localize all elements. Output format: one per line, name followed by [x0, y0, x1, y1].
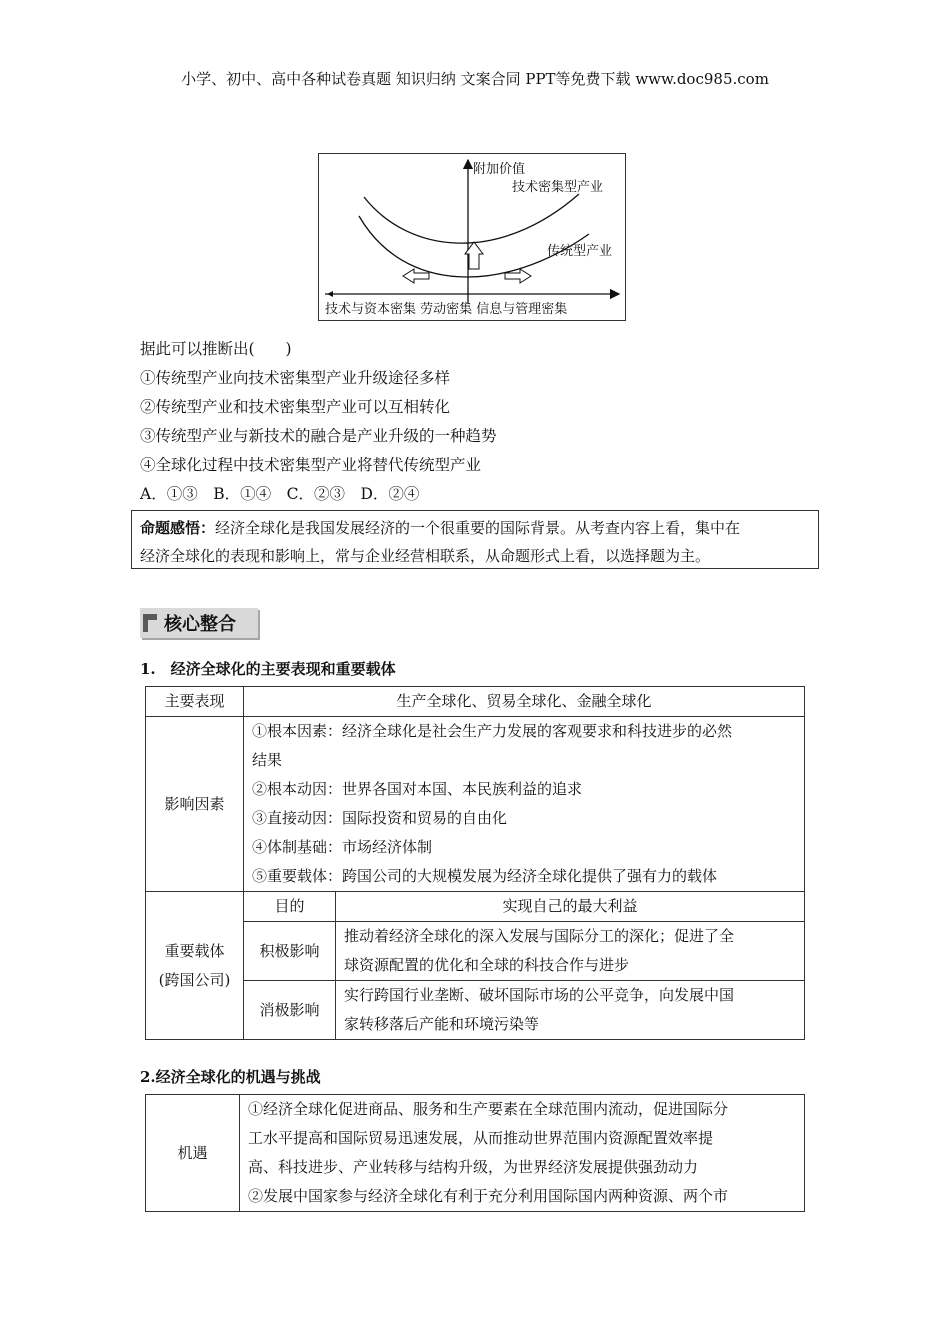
factor-line: 结果: [252, 751, 283, 769]
section-mark-icon: [143, 614, 157, 632]
question-stem: 据此可以推断出( ): [140, 340, 292, 358]
lower-curve-label: 传统型产业: [547, 244, 613, 259]
table-row: [146, 717, 805, 892]
positive-line: 球资源配置的优化和全球的科技合作与进步: [344, 956, 630, 974]
goal-value: 实现自己的最大利益: [336, 892, 805, 922]
positive-line: 推动着经济全球化的深入发展与国际分工的深化；促进了全: [344, 927, 735, 945]
carrier-label: 重要载体: [164, 941, 225, 960]
negative-label: 消极影响: [244, 981, 336, 1040]
factor-line: ①根本因素：经济全球化是社会生产力发展的客观要求和科技进步的必然: [252, 722, 733, 740]
part2-heading: 2.经济全球化的机遇与挑战: [140, 1068, 321, 1086]
table-row: [146, 922, 805, 981]
insight-line-1: 经济全球化是我国发展经济的一个很重要的国际背景。从考查内容上看，集中在: [215, 519, 741, 537]
row-label: [146, 892, 244, 1040]
upper-curve: [364, 194, 579, 243]
section-title: 核心整合: [164, 614, 236, 635]
factor-line: ②根本动因：世界各国对本国、本民族利益的追求: [252, 780, 583, 798]
negative-line: 家转移落后产能和环境污染等: [344, 1015, 540, 1033]
row-value: [244, 717, 805, 892]
opportunity-line: 工水平提高和国际贸易迅速发展，从而推动世界范围内资源配置效率提: [248, 1129, 714, 1147]
option-2: ②传统型产业和技术密集型产业可以互相转化: [140, 398, 451, 416]
negative-value: [336, 981, 805, 1040]
carrier-sublabel: (跨国公司): [158, 970, 231, 989]
insight-label: 命题感悟：: [140, 519, 216, 537]
row-value: 生产全球化、贸易全球化、金融全球化: [244, 687, 805, 717]
negative-line: 实行跨国行业垄断、破坏国际市场的公平竞争，向发展中国: [344, 986, 735, 1004]
y-axis-label: 附加价值: [473, 162, 526, 177]
row-value: [240, 1095, 805, 1212]
x-axis-label: 技术与资本密集 劳动密集 信息与管理密集: [325, 302, 568, 317]
table-row: [146, 687, 805, 717]
positive-value: [336, 922, 805, 981]
table-row: [146, 1095, 805, 1212]
opportunity-table: [145, 1094, 805, 1212]
part1-heading: 1. 经济全球化的主要表现和重要载体: [140, 660, 396, 678]
row-label: 机遇: [146, 1095, 240, 1212]
opportunity-line: ②发展中国家参与经济全球化有利于充分利用国际国内两种资源、两个市: [248, 1187, 729, 1205]
table-row: [146, 892, 805, 922]
row-label: 主要表现: [146, 687, 244, 717]
factor-line: ④体制基础：市场经济体制: [252, 838, 433, 856]
option-1: ①传统型产业向技术密集型产业升级途径多样: [140, 369, 451, 387]
answer-choices: A．①③ B．①④ C．②③ D．②④: [140, 485, 420, 503]
opportunity-line: ①经济全球化促进商品、服务和生产要素在全球范围内流动，促进国际分: [248, 1100, 729, 1118]
table-row: [146, 981, 805, 1040]
insight-line-2: 经济全球化的表现和影响上，常与企业经营相联系，从命题形式上看，以选择题为主。: [140, 547, 711, 565]
goal-label: 目的: [244, 892, 336, 922]
section-badge: [140, 608, 258, 638]
row-label: 影响因素: [146, 717, 244, 892]
value-curve-figure: [318, 153, 626, 321]
page-header: 小学、初中、高中各种试卷真题 知识归纳 文案合同 PPT等免费下载 www.doc985.com: [181, 70, 769, 88]
option-4: ④全球化过程中技术密集型产业将替代传统型产业: [140, 456, 482, 474]
opportunity-line: 高、科技进步、产业转移与结构升级，为世界经济发展提供强劲动力: [248, 1158, 699, 1176]
insight-box: [131, 510, 819, 569]
globalization-table: [145, 686, 805, 1040]
factor-line: ⑤重要载体：跨国公司的大规模发展为经济全球化提供了强有力的载体: [252, 867, 718, 885]
option-3: ③传统型产业与新技术的融合是产业升级的一种趋势: [140, 427, 497, 445]
upper-curve-label: 技术密集型产业: [512, 180, 604, 195]
positive-label: 积极影响: [244, 922, 336, 981]
factor-line: ③直接动因：国际投资和贸易的自由化: [252, 809, 508, 827]
